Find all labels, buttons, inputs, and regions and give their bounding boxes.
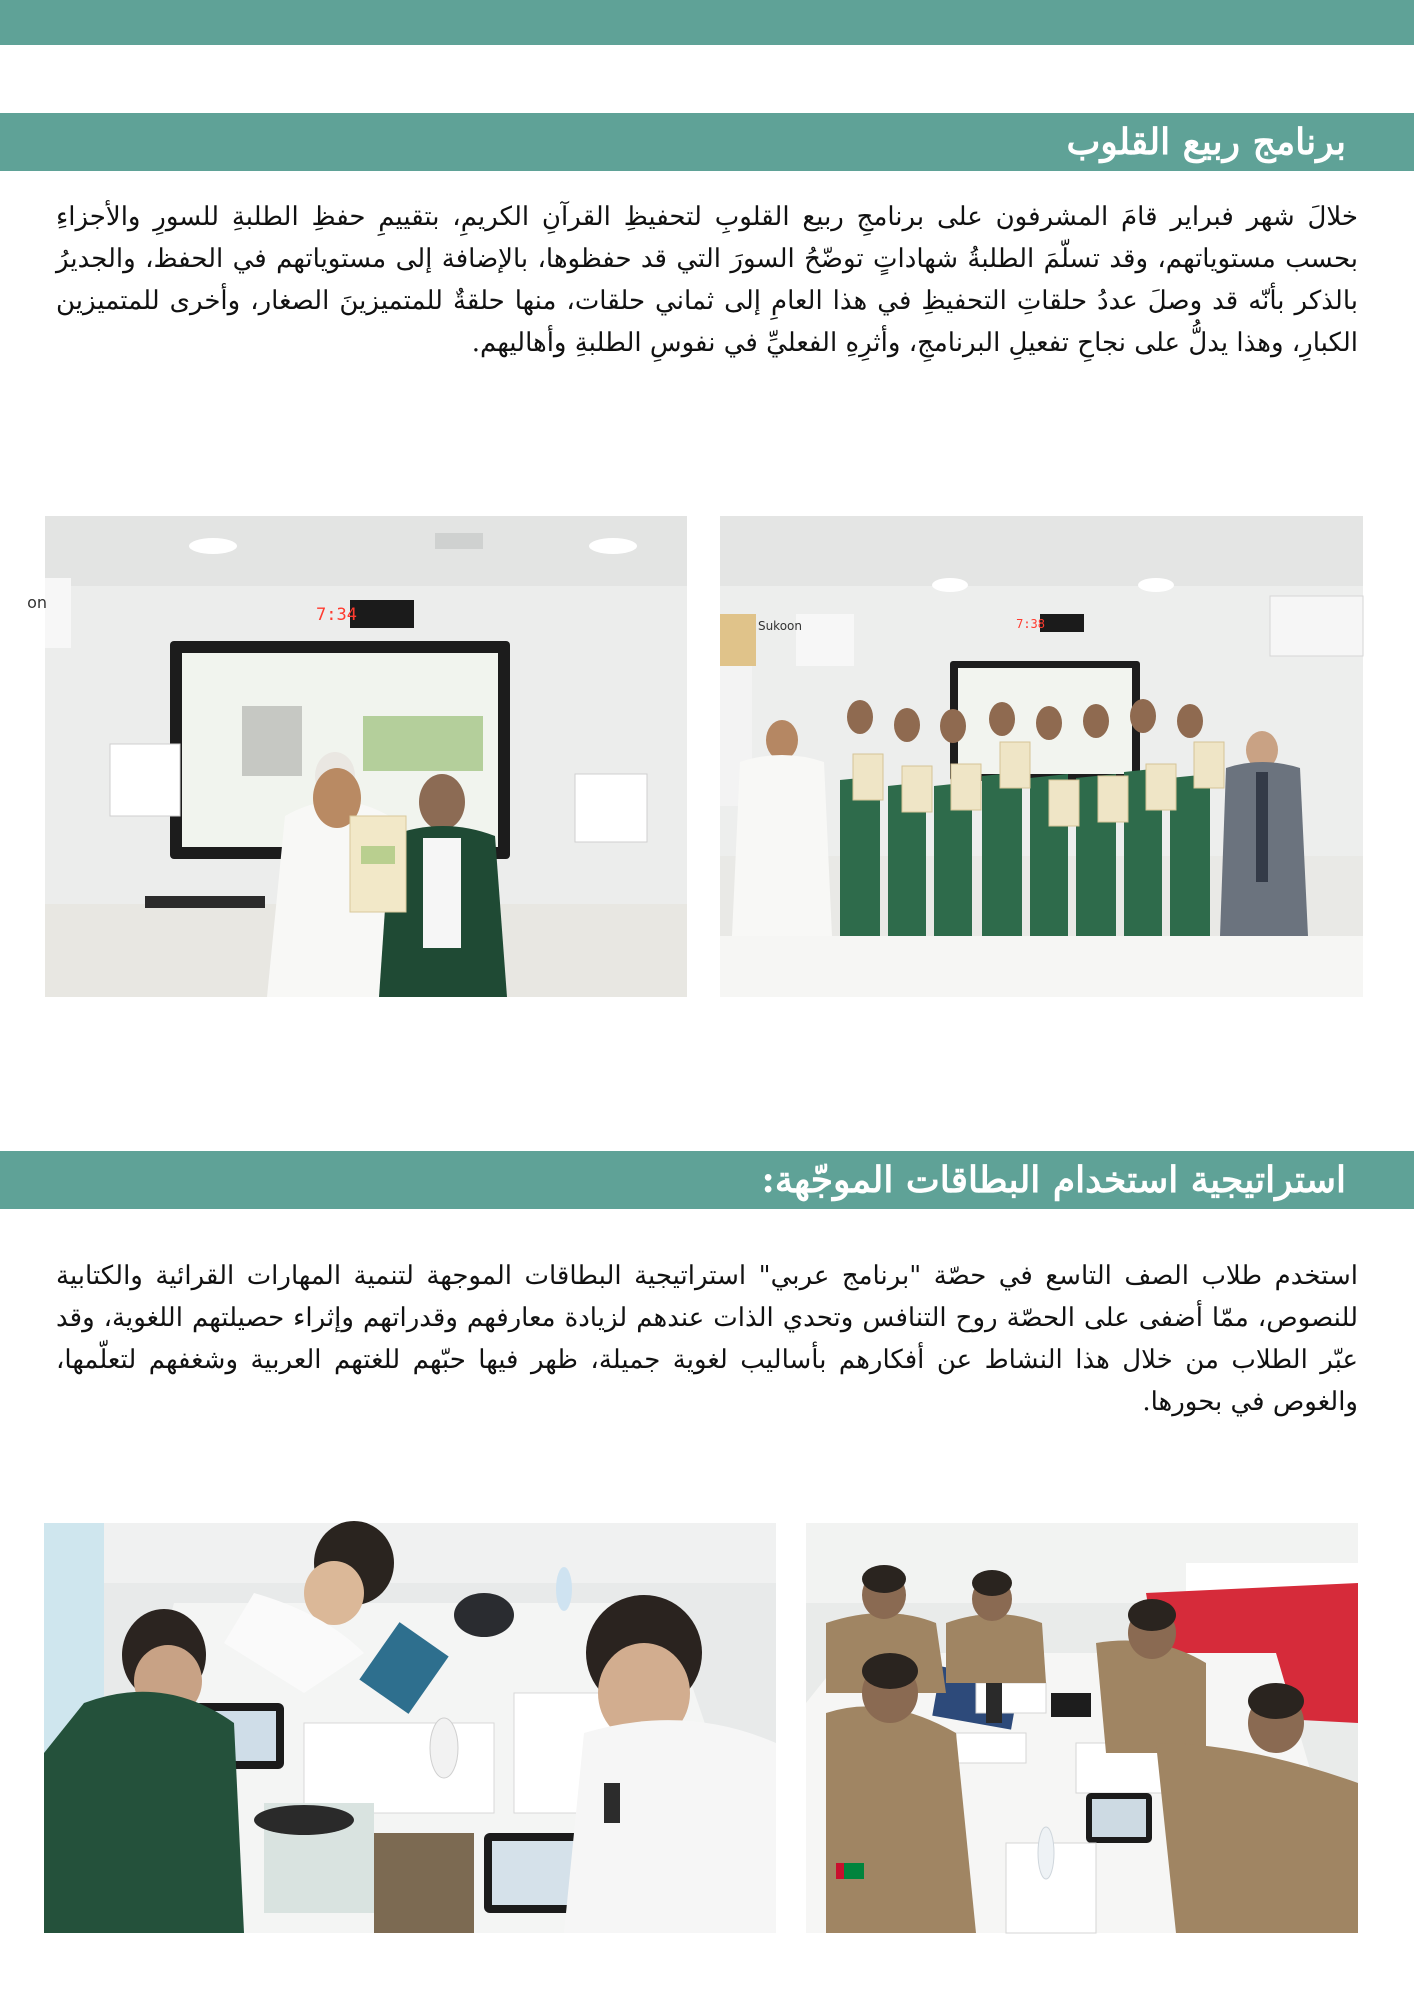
section-header-bar-quran <box>0 113 1414 171</box>
section-title-guided-cards-strategy: استراتيجية استخدام البطاقات الموجّهة: <box>761 1159 1346 1201</box>
wall-sign-text: on <box>27 593 47 612</box>
group-certificates-photo <box>720 516 1363 997</box>
uniformed-students-table-photo <box>806 1523 1358 1933</box>
students-writing-photo <box>44 1523 776 1933</box>
section-header-bar-cards <box>0 1151 1414 1209</box>
wall-sign-text: Sukoon <box>757 619 802 633</box>
digital-clock-text: 7:38 <box>1016 617 1045 631</box>
quran-program-paragraph: خلالَ شهر فبراير قامَ المشرفون على برنامجِ ربيع القلوبِ لتحفيظِ القرآنِ الكريمِ، بتقييمِ حفظِ الطلبةِ للسورِ والأجزاءِ بحسب مستوياتهم، وقد تسلّمَ الطلبةُ شهاداتٍ توضّحُ السورَ التي قد حفظوها، بالإضافة إلى مستوياتهم في الحفظ، والجديرُ بالذكر بأنّه قد وصلَ عددُ حلقاتِ التحفيظِ في هذا العامِ إلى ثماني حلقات، منها حلقةٌ للمتميزينَ الصغار، وأخرى للمتميزين الكبارِ، وهذا يدلُّ على نجاحِ تفعيلِ البرنامجِ، وأثرِهِ الفعليِّ في نفوسِ الطلبةِ وأهاليهم. <box>56 202 1358 358</box>
digital-clock-text: 7:34 <box>316 605 357 625</box>
guided-cards-paragraph: استخدم طلاب الصف التاسع في حصّة "برنامج عربي" استراتيجية البطاقات الموجهة لتنمية المهارات القرائية والكتابية للنصوص، ممّا أضفى على الحصّة روح التنافس وتحدي الذات عندهم لزيادة معارفهم وقدراتهم وإثراء حصيلتهم اللغوية، وقد عبّر الطلاب من خلال هذا النشاط عن أفكارهم بأساليب لغوية جميلة، ظهر فيها حبّهم للغتهم العربية وشغفهم لتعلّمها، والغوص في بحورها. <box>56 1261 1358 1417</box>
top-decorative-band <box>0 0 1414 45</box>
section-title-quran-program: برنامج ربيع القلوب <box>1066 121 1346 163</box>
certificate-presentation-photo <box>27 516 687 997</box>
